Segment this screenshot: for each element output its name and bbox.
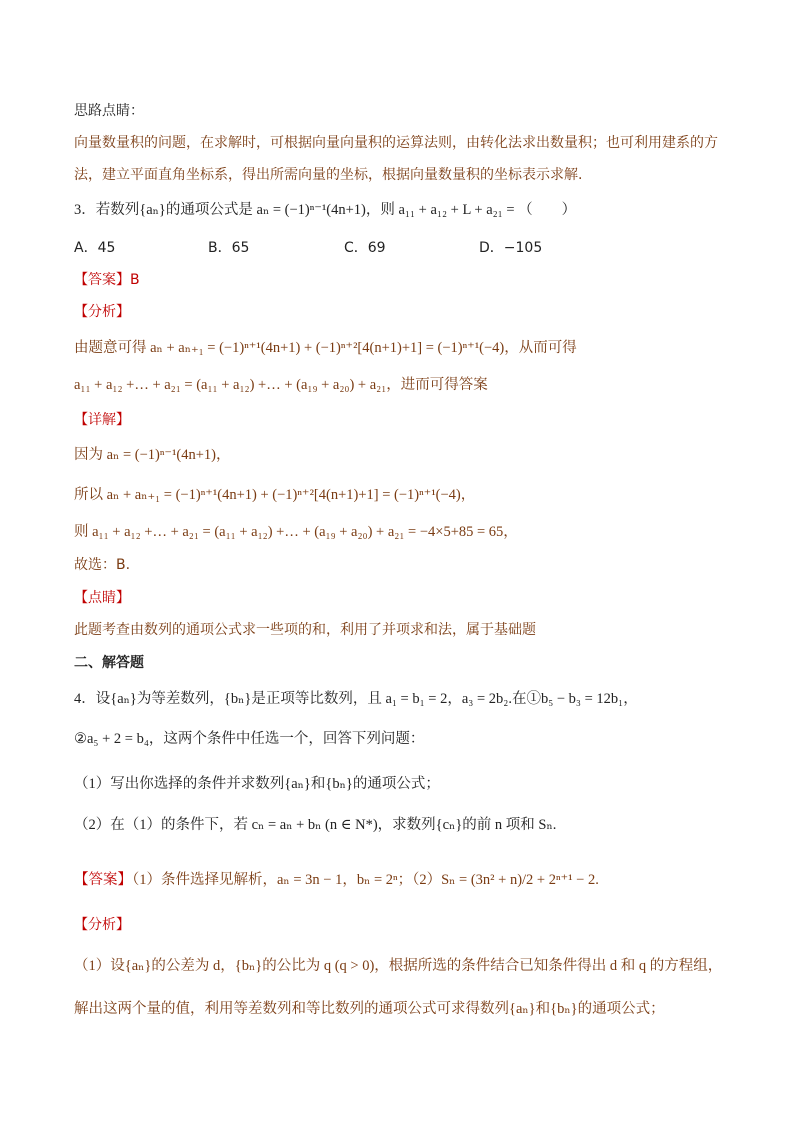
section-heading-answer-questions: 二、解答题 <box>74 655 144 671</box>
analysis-q3-line-1: 由题意可得 aₙ + aₙ₊₁ = (−1)ⁿ⁺¹(4n+1) + (−1)ⁿ⁺²[4(n+1)+1] = (−1)ⁿ⁺¹(−4)，从而可得 <box>74 340 577 356</box>
analysis-q4-line-1: （1）设{aₙ}的公差为 d，{bₙ}的公比为 q (q > 0)，根据所选的条件结合已知条件得出 d 和 q 的方程组， <box>74 958 723 974</box>
answer-line-q4 <box>74 870 599 890</box>
comment-q3-text: 此题考查由数列的通项公式求一些项的和，利用了并项求和法，属于基础题 <box>74 622 536 638</box>
question-3-stem: 3．若数列{aₙ}的通项公式是 aₙ = (−1)ⁿ⁻¹(4n+1)，则 a₁₁ + a₁₂ + L + a₂₁ = （ ） <box>74 202 577 218</box>
question-4-part-2: （2）在（1）的条件下，若 cₙ = aₙ + bₙ (n ∈ N*)，求数列{cₙ}的前 n 项和 Sₙ. <box>74 817 557 833</box>
analysis-label-q4: 【分析】 <box>74 917 130 933</box>
analysis-q3-line-2: a₁₁ + a₁₂ +… + a₂₁ = (a₁₁ + a₁₂) +… + (a₁₉ + a₂₀) + a₂₁，进而可得答案 <box>74 377 488 393</box>
hint-text-line-1: 向量数量积的问题，在求解时，可根据向量向量积的运算法则，由转化法求出数量积；也可利用建系的方 <box>74 135 718 151</box>
detail-q3-line-4: 故选：B. <box>74 557 131 573</box>
comment-label-q3: 【点睛】 <box>74 590 130 606</box>
question-4-stem-line-2: ②a₅ + 2 = b₄，这两个条件中任选一个，回答下列问题： <box>74 731 425 747</box>
question-4-stem-line-1: 4．设{aₙ}为等差数列，{bₙ}是正项等比数列，且 a₁ = b₁ = 2，a₃ = 2b₂.在①b₅ − b₃ = 12b₁， <box>74 691 638 707</box>
detail-q3-line-1: 因为 aₙ = (−1)ⁿ⁻¹(4n+1)， <box>74 447 231 463</box>
hint-text-line-2: 法，建立平面直角坐标系，得出所需向量的坐标，根据向量数量积的坐标表示求解. <box>74 167 583 183</box>
analysis-q4-line-2: 解出这两个量的值，利用等差数列和等比数列的通项公式可求得数列{aₙ}和{bₙ}的通项公式； <box>74 1001 665 1017</box>
detail-q3-line-2: 所以 aₙ + aₙ₊₁ = (−1)ⁿ⁺¹(4n+1) + (−1)ⁿ⁺²[4(n+1)+1] = (−1)ⁿ⁺¹(−4)， <box>74 487 476 503</box>
detail-q3-line-3: 则 a₁₁ + a₁₂ +… + a₂₁ = (a₁₁ + a₁₂) +… + (a₁₉ + a₂₀) + a₂₁ = −4×5+85 = 65， <box>74 524 518 540</box>
hint-heading: 思路点睛： <box>74 103 144 119</box>
detail-label-q3: 【详解】 <box>74 412 130 428</box>
option-a: A．45 <box>74 240 116 256</box>
answer-label-q3: 【答案】B <box>74 272 140 288</box>
analysis-label-q3: 【分析】 <box>74 304 130 320</box>
option-d: D．−105 <box>479 240 543 256</box>
answer-text-q4: （1）条件选择见解析，aₙ = 3n − 1，bₙ = 2ⁿ；（2）Sₙ = (3n² + n)/2 + 2ⁿ⁺¹ − 2. <box>132 872 599 888</box>
answer-label-q4: 【答案】 <box>74 872 132 888</box>
option-b: B．65 <box>208 240 250 256</box>
option-c: C．69 <box>344 240 386 256</box>
question-4-part-1: （1）写出你选择的条件并求数列{aₙ}和{bₙ}的通项公式； <box>74 776 440 792</box>
